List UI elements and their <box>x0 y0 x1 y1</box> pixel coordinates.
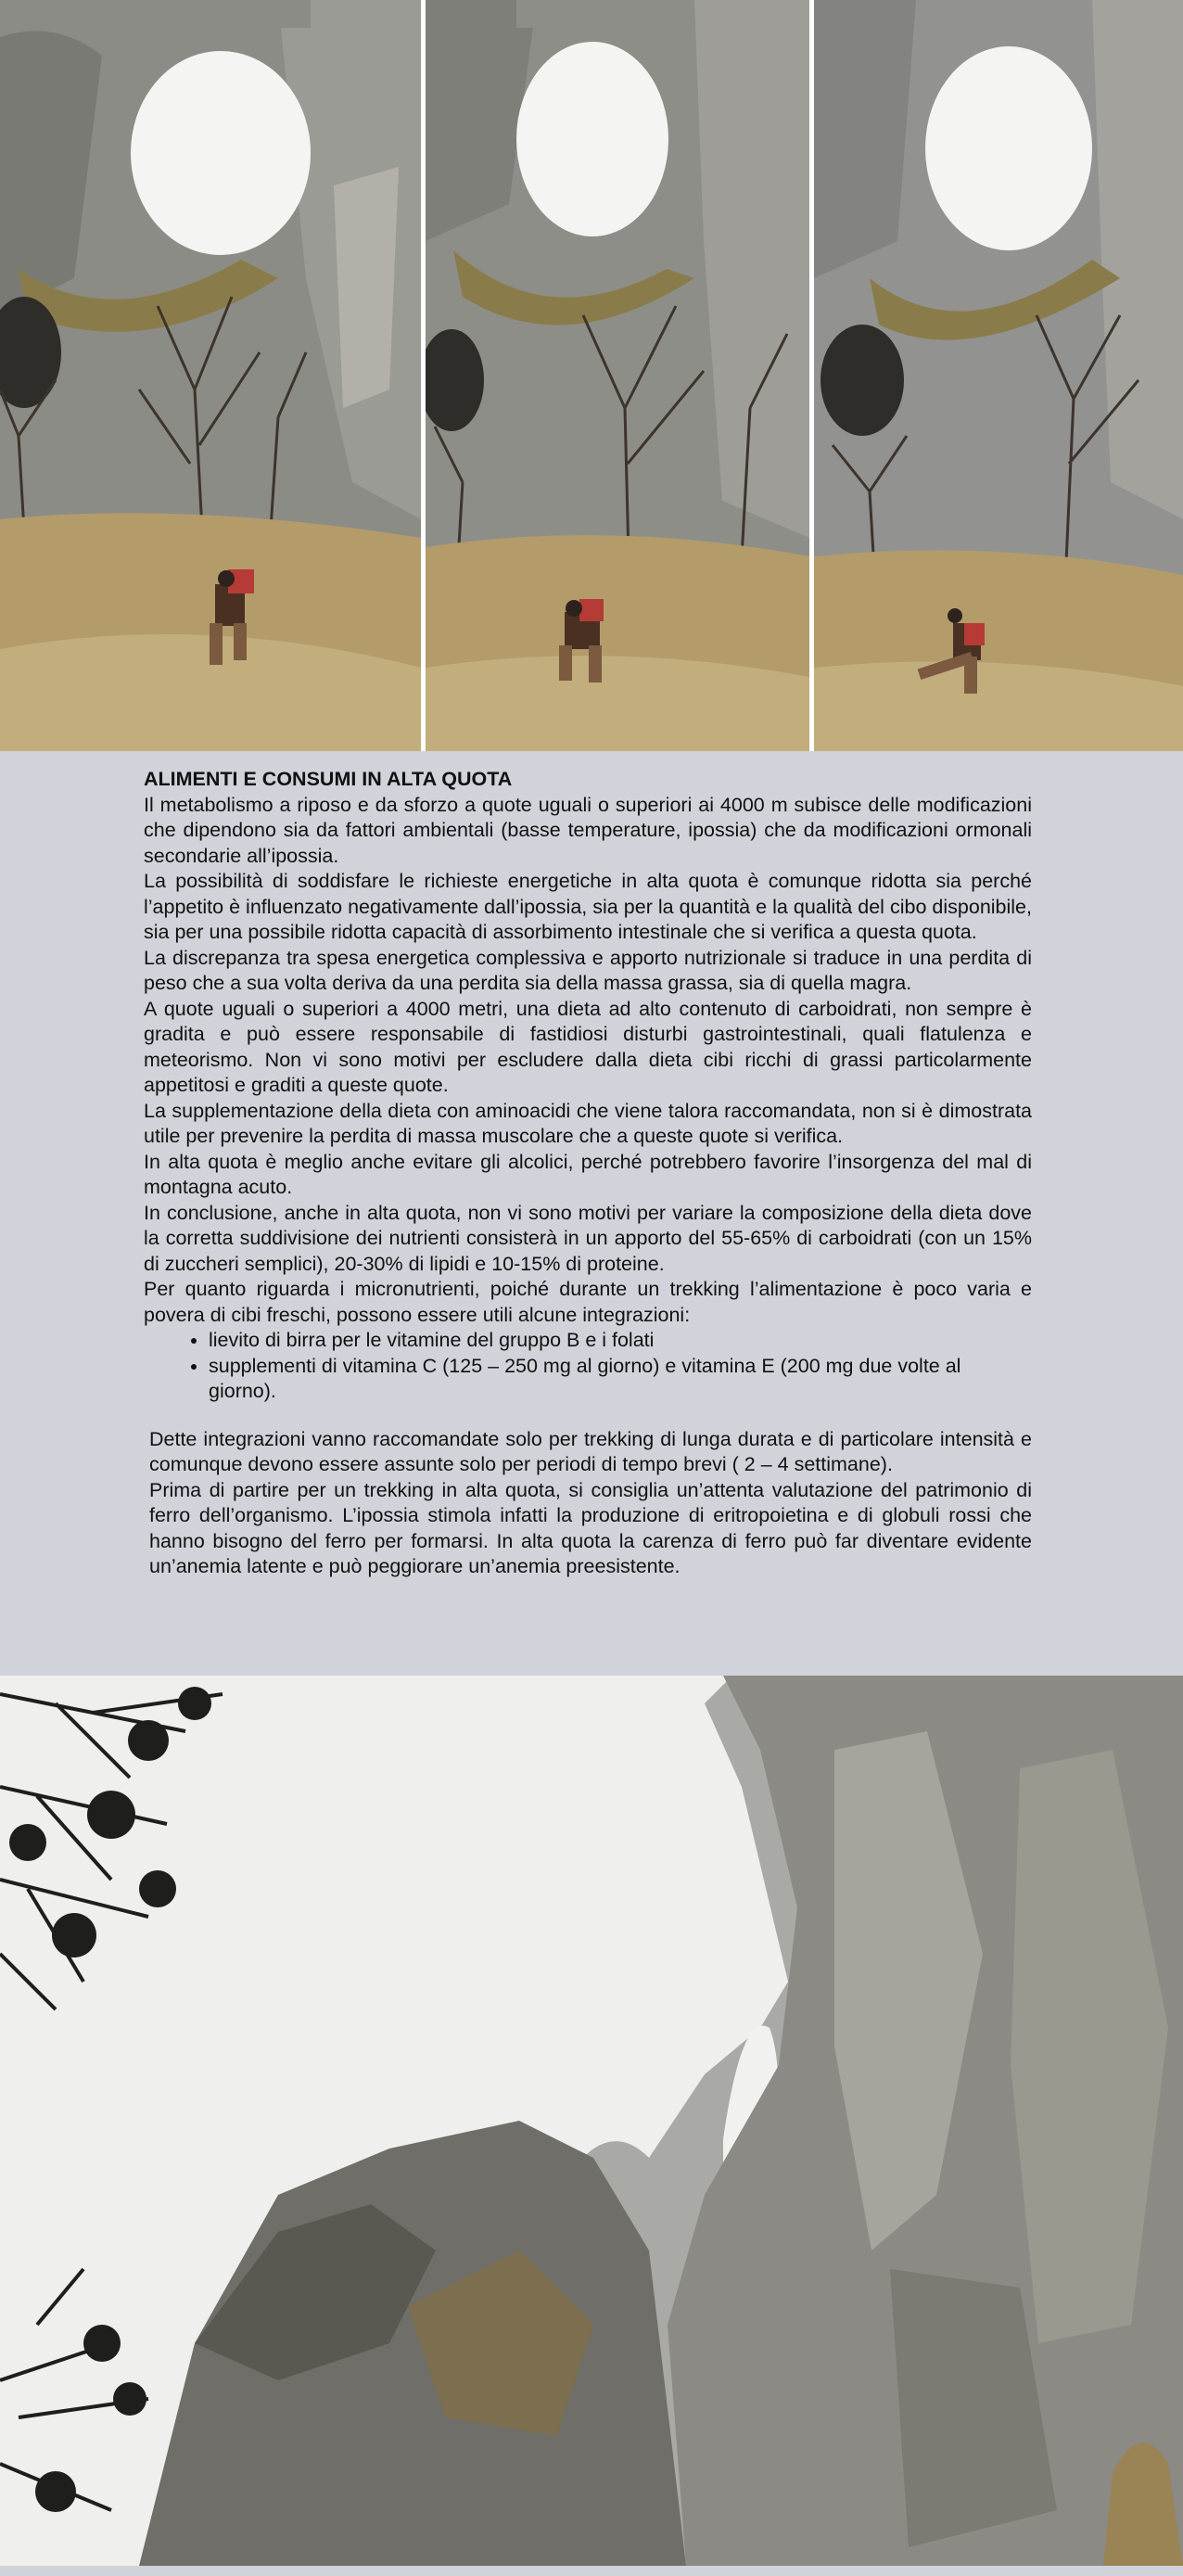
top-photo-strip <box>0 0 1183 751</box>
article-paragraph: La possibilità di soddisfare le richieste energetiche in alta quota è comunque ridotta sia perché l’appetito è influenzato negativamente dall’ipossia, sia per la quantità e la qualità del cibo disponibile, sia per una possibile ridotta capacità di assorbimento intestinale che si verifica a questa quota. <box>144 870 1032 943</box>
article-paragraph: Prima di partire per un trekking in alta quota, si consiglia un’attenta valutazione del patrimonio di ferro dell’organismo. L’ipossia stimola infatti la produzione di eritropoietina e di globuli rossi che hanno bisogno del ferro per formarsi. In alta quota la carenza di ferro può far diventare evidente un’anemia latente e può peggiorare un’anemia preesistente. <box>149 1478 1032 1577</box>
rock-arch-photo <box>0 1676 1183 2566</box>
article-paragraph: La supplementazione della dieta con aminoacidi che viene talora raccomandata, non si è dimostrata utile per prevenire la perdita di massa muscolare che a queste quote si verifica. <box>144 1099 1032 1147</box>
supplement-list-item: • lievito di birra per le vitamine del gruppo B e i folati <box>209 1328 1032 1354</box>
article-paragraph: Dette integrazioni vanno raccomandate solo per trekking di lunga durata e di particolare intensità e comunque devono essere assunte solo per periodi di tempo brevi ( 2 – 4 settimane). <box>149 1427 1032 1475</box>
article-paragraph: Il metabolismo a riposo e da sforzo a quote uguali o superiori ai 4000 m subisce delle modificazioni che dipendono sia da fattori ambientali (basse temperature, ipossia) che da modificazioni ormonali secondarie all’ipossia. <box>144 793 1032 867</box>
supplement-list-item: • supplementi di vitamina C (125 – 250 mg al giorno) e vitamina E (200 mg due volte al giorno). <box>209 1354 1032 1405</box>
article-section <box>0 751 1183 1676</box>
closing-block <box>144 1427 1032 1580</box>
supplement-list <box>144 1328 1032 1405</box>
article-paragraph: In conclusione, anche in alta quota, non vi sono motivi per variare la composizione della dieta dove la corretta suddivisione dei nutrienti consisterà in un apporto del 55-65% di carboidrati (con un 15% di zuccheri semplici), 20-30% di lipidi e 10-15% di proteine. <box>144 1201 1032 1275</box>
article-paragraph: Per quanto riguarda i micronutrienti, poiché durante un trekking l’alimentazione è poco varia e povera di cibi freschi, possono essere utili alcune integrazioni: <box>144 1278 1032 1326</box>
article-paragraph: A quote uguali o superiori a 4000 metri, una dieta ad alto contenuto di carboidrati, non sempre è gradita e può essere responsabile di fastidiosi disturbi gastrointestinali, quali flatulenza e meteorismo. Non vi sono motivi per escludere dalla dieta cibi ricchi di grassi particolarmente appetitosi e graditi a queste quote. <box>144 997 1032 1096</box>
hiker-photo-2 <box>426 0 809 751</box>
bottom-border <box>0 2566 1183 2576</box>
article-title: ALIMENTI E CONSUMI IN ALTA QUOTA <box>144 768 513 790</box>
article-paragraph: In alta quota è meglio anche evitare gli alcolici, perché potrebbero favorire l’insorgenza del mal di montagna acuto. <box>144 1150 1032 1198</box>
article-paragraph: La discrepanza tra spesa energetica complessiva e apporto nutrizionale si traduce in una perdita di peso che a sua volta deriva da una perdita sia della massa grassa, sia di quella magra. <box>144 946 1032 994</box>
article-body <box>144 767 1032 1580</box>
hiker-photo-1 <box>0 0 421 751</box>
hiker-photo-3 <box>814 0 1183 751</box>
